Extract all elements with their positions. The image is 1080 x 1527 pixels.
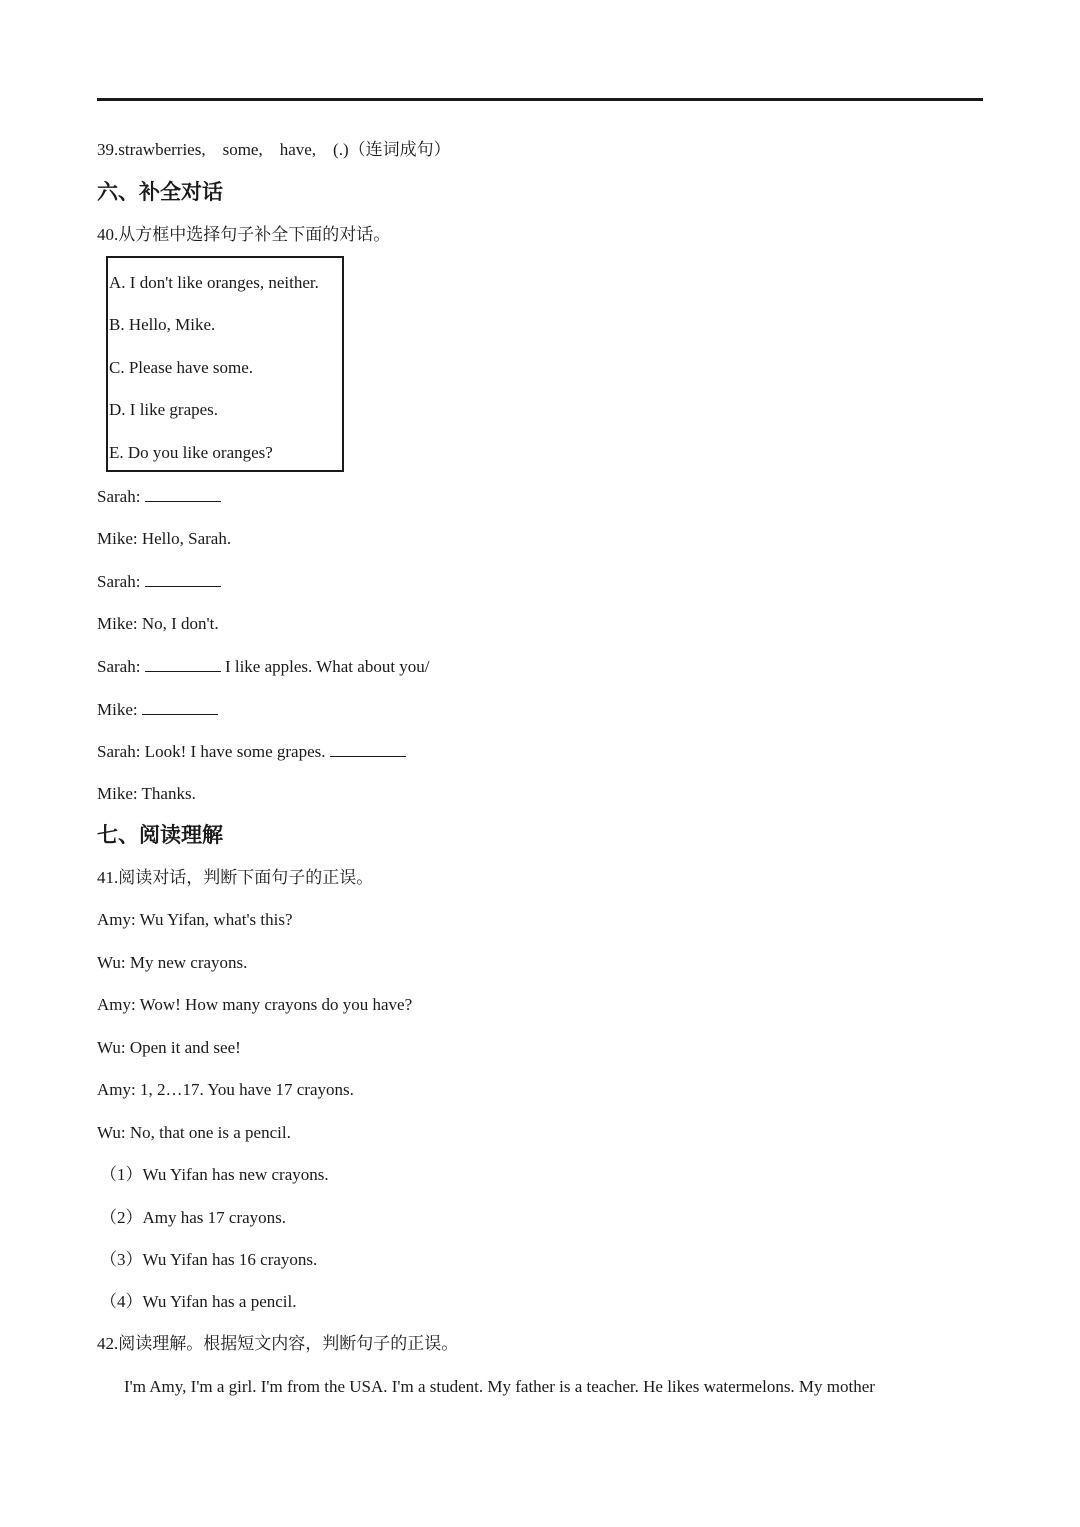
section-7-heading: 七、阅读理解 <box>97 823 223 847</box>
section-6-heading: 六、补全对话 <box>97 180 223 204</box>
dialogue-text: Mike: <box>97 700 142 719</box>
statement-item: （1）Wu Yifan has new crayons. <box>100 1165 329 1184</box>
answer-blank[interactable] <box>145 655 221 672</box>
options-box <box>106 256 344 472</box>
option-b: B. Hello, Mike. <box>109 315 216 334</box>
dialogue-line <box>97 528 231 550</box>
option-e: E. Do you like oranges? <box>109 443 273 462</box>
option-a: A. I don't like oranges, neither. <box>109 273 319 292</box>
dialogue-line <box>97 613 219 635</box>
dialogue-text: Mike: Thanks. <box>97 784 196 803</box>
dialogue-line <box>97 655 430 678</box>
dialogue-text: Sarah: <box>97 657 145 676</box>
answer-blank[interactable] <box>145 570 221 587</box>
dialogue-line <box>97 740 406 763</box>
answer-blank[interactable] <box>142 698 218 715</box>
dialogue-line <box>97 698 218 721</box>
dialogue-text: Sarah: <box>97 487 145 506</box>
dialogue-text-after: I like apples. What about you/ <box>220 657 430 676</box>
dialogue-text: Sarah: <box>97 572 145 591</box>
dialogue-line: Amy: 1, 2…17. You have 17 crayons. <box>97 1080 354 1099</box>
dialogue-line: Wu: No, that one is a pencil. <box>97 1123 291 1142</box>
dialogue-text: Mike: No, I don't. <box>97 614 219 633</box>
answer-blank[interactable] <box>330 740 406 757</box>
dialogue-text: Mike: Hello, Sarah. <box>97 529 232 548</box>
question-40: 40.从方框中选择句子补全下面的对话。 <box>97 225 391 244</box>
dialogue-line <box>97 570 221 593</box>
statement-item: （2）Amy has 17 crayons. <box>100 1208 287 1227</box>
statement-item: （3）Wu Yifan has 16 crayons. <box>100 1250 318 1269</box>
dialogue-line: Wu: Open it and see! <box>97 1038 241 1057</box>
dialogue-text: Sarah: Look! I have some grapes. <box>97 742 330 761</box>
question-41: 41.阅读对话，判断下面句子的正误。 <box>97 868 374 887</box>
option-d: D. I like grapes. <box>109 400 219 419</box>
question-42: 42.阅读理解。根据短文内容，判断句子的正误。 <box>97 1334 459 1353</box>
dialogue-line: Amy: Wu Yifan, what's this? <box>97 910 293 929</box>
answer-blank[interactable] <box>145 485 221 502</box>
statement-item: （4）Wu Yifan has a pencil. <box>100 1292 297 1311</box>
dialogue-line: Wu: My new crayons. <box>97 953 248 972</box>
question-39: 39.strawberries, some, have, (.)（连词成句） <box>97 140 451 159</box>
dialogue-line <box>97 783 196 805</box>
dialogue-line <box>97 485 221 508</box>
dialogue-line: Amy: Wow! How many crayons do you have? <box>97 995 413 1014</box>
reading-passage: I'm Amy, I'm a girl. I'm from the USA. I'm a student. My father is a teacher. He likes watermelons. My mother <box>124 1377 875 1396</box>
option-c: C. Please have some. <box>109 358 253 377</box>
header-rule <box>97 98 983 101</box>
